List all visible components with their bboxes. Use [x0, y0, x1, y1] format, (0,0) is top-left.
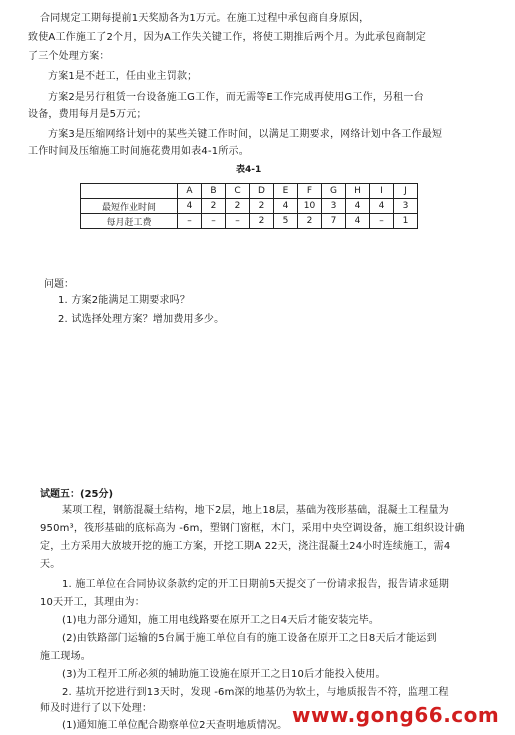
table-cell: 4 — [178, 199, 202, 214]
para1-line-1: 合同规定工期每提前1天奖励各为1万元。在施工过程中承包商自身原因， — [40, 13, 370, 24]
table-cell: 3 — [394, 199, 418, 214]
table-cell: 4 — [346, 199, 370, 214]
table-header-cell: G — [322, 184, 346, 199]
section2-line: 施工现场。 — [40, 651, 91, 662]
table-header-cell: E — [274, 184, 298, 199]
table-header-cell — [81, 184, 178, 199]
table-cell: 3 — [322, 199, 346, 214]
table-header-cell: C — [226, 184, 250, 199]
table-header-cell: B — [202, 184, 226, 199]
table-header-cell: F — [298, 184, 322, 199]
table-cell: 1 — [394, 214, 418, 229]
question-2: 2. 试选择处理方案？增加费用多少。 — [58, 314, 225, 325]
blank-answer-space — [0, 320, 515, 480]
para1-line-2: 致使A工作施工了2个月，因为A工作失关键工作，将使工期推后两个月。为此承包商制定 — [28, 32, 427, 43]
table-cell: 2 — [250, 199, 274, 214]
questions-title: 问题： — [44, 279, 74, 290]
section2-line: 2. 基坑开挖进行到13天时，发现 -6m深的地基仍为软土，与地质报告不符，监理工程 — [62, 687, 449, 698]
table-cell: 10 — [298, 199, 322, 214]
table-cell: 2 — [202, 199, 226, 214]
table-header-row — [81, 184, 418, 199]
table-cell: 2 — [226, 199, 250, 214]
table-cell: 4 — [346, 214, 370, 229]
plan-line-4: 方案3是压缩网络计划中的某些关键工作时间，以满足工期要求，网络计划中各工作最短 — [48, 129, 443, 140]
section2-line: 1. 施工单位在合同协议条款约定的开工日期前5天提交了一份请求报告，报告请求延期 — [62, 579, 450, 590]
table-cell: – — [202, 214, 226, 229]
table-cell: 4 — [370, 199, 394, 214]
row-label: 每月赶工费 — [81, 214, 178, 229]
section2-line: 天。 — [40, 559, 61, 570]
section2-line: (1)电力部分通知，施工用电线路要在原开工之日4天后才能安装完毕。 — [62, 615, 380, 626]
table-cell: 7 — [322, 214, 346, 229]
site-watermark: www.gong66.com — [292, 703, 500, 727]
table-header-cell: H — [346, 184, 370, 199]
table-header-cell: D — [250, 184, 274, 199]
table-row — [81, 199, 418, 214]
section2-line: 某项工程，钢筋混凝土结构，地下2层，地上18层，基础为筏形基础，混凝土工程量为 — [62, 505, 449, 516]
table-caption: 表4-1 — [236, 165, 262, 175]
table-header-cell: I — [370, 184, 394, 199]
section2-line: 师及时进行了以下处理： — [40, 703, 153, 714]
question-1: 1. 方案2能满足工期要求吗？ — [58, 295, 191, 306]
section2-line: 10天开工，其理由为： — [40, 597, 145, 608]
section2-line: (1)通知施工单位配合勘察单位2天查明地质情况。 — [62, 720, 288, 731]
plan-line-3: 设备，费用每月是5万元； — [28, 109, 147, 120]
table-cell: 5 — [274, 214, 298, 229]
plan-line-1: 方案1是不赶工，任由业主罚款； — [48, 71, 198, 82]
section2-line: (3)为工程开工所必须的辅助施工设施在原开工之日10后才能投入使用。 — [62, 669, 386, 680]
section2-line: 950m³，筏形基础的底标高为 -6m，塑钢门窗框，木门，采用中央空调设备，施工组织设计确 — [40, 523, 465, 534]
plan-line-2: 方案2是另行租赁一台设备施工G工作，而无需等E工作完成再使用G工作，另租一台 — [48, 92, 424, 103]
section2-line: 定，土方采用大放坡开挖的施工方案，开挖工期A 22天，浇注混凝土24小时连续施工，需4 — [40, 541, 451, 552]
row-label: 最短作业时间 — [81, 199, 178, 214]
table-cell: – — [178, 214, 202, 229]
section2-title: 试题五：(25分) — [40, 489, 114, 500]
plan-line-5: 工作时间及压缩施工时间施花费用如表4-1所示。 — [28, 146, 249, 157]
table-row — [81, 214, 418, 229]
para1-line-3: 了三个处理方案： — [28, 51, 110, 62]
section2-line: (2)由铁路部门运输的5台属于施工单位自有的施工设备在原开工之日8天后才能运到 — [62, 633, 437, 644]
table-header-cell: A — [178, 184, 202, 199]
table-cell: 4 — [274, 199, 298, 214]
table-cell: 2 — [250, 214, 274, 229]
cost-table — [80, 183, 418, 229]
table-cell: – — [226, 214, 250, 229]
table-cell: – — [370, 214, 394, 229]
table-cell: 2 — [298, 214, 322, 229]
table-header-cell: J — [394, 184, 418, 199]
